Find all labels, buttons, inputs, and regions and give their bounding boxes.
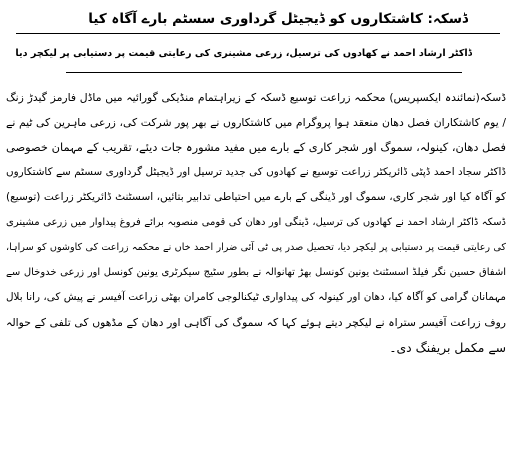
- headline-primary: ڈسکہ: کاشتکاروں کو ڈیجیٹل گرداوری سسٹم بارے آگاہ کیا: [88, 11, 468, 27]
- body-line: مہمانان گرامی کو آگاہ کیا، دھان اور کینولہ کی پیداواری ٹیکنالوجی کامران بھٹی زراعت آفیسر نے پیش کی، رانا بلال: [6, 291, 506, 303]
- body-line: ڈاکٹر سجاد احمد ڈپٹی ڈائریکٹر زراعت توسیع نے کھادوں کی جدید ترسیل اور ڈیجیٹل گرداوری سسٹم سے کاشتکاروں: [6, 166, 506, 178]
- body-line: ڈسکہ ڈاکٹر ارشاد احمد نے کھادوں کی ترسیل، ڈینگی اور دھان کی قومی منصوبہ برائے فروغ پیداوار میں زرعی مشینری: [6, 217, 506, 228]
- headline-bottom-rule: [66, 72, 462, 73]
- headline-divider: [16, 33, 500, 34]
- body-line-final: سے مکمل بریفنگ دی۔: [389, 340, 506, 355]
- headline-secondary: ڈاکٹر ارشاد احمد نے کھادوں کی ترسیل، زرعی مشینری کی رعایتی قیمت پر دستیابی پر لیکچر دیا: [15, 48, 472, 59]
- body-line: کی رعایتی قیمت پر دستیابی پر لیکچر دیا، تحصیل صدر پی ٹی آئی ضرار احمد خاں نے محکمہ زراعت کی کاوشوں کو سراہا،: [6, 242, 506, 253]
- body-line: کو آگاہ کیا اور شجر کاری، سموگ اور ڈینگی کے بارے میں احتیاطی تدابیر بتائیں، اسسٹنٹ ڈائریکٹر زراعت (توسیع): [6, 191, 506, 203]
- body-line: اشفاق حسین نگر فیلڈ اسسٹنٹ یونین کونسل بھڑ تھانوالہ نے بطور سٹیج سیکرٹری یونین کونسل اور زرعی خدوخال سے: [6, 267, 506, 278]
- body-line: فصل دھان، کینولہ، سموگ اور شجر کاری کے بارے میں مفید مشورہ جات دیئے، تقریب کے مہمان خصوصی: [6, 140, 506, 154]
- body-line: / یوم کاشتکاران فصل دھان منعقد ہوا پروگرام میں کاشتکاروں نے بھر پور شرکت کی، زرعی ماہرین کی ٹیم نے: [6, 116, 506, 129]
- body-line: ڈسکہ(نمائندہ ایکسپریس) محکمہ زراعت توسیع ڈسکہ کے زیراہتمام منڈیکی گورائیہ میں ماڈل فارمز گیدڑ زنگ: [6, 91, 506, 104]
- body-line: روف زراعت آفیسر ستراہ نے لیکچر دیتے ہوئے کہا کہ سموگ کی آگاہی اور دھان کے مڈھوں کی تلفی کے حوالہ: [6, 316, 506, 329]
